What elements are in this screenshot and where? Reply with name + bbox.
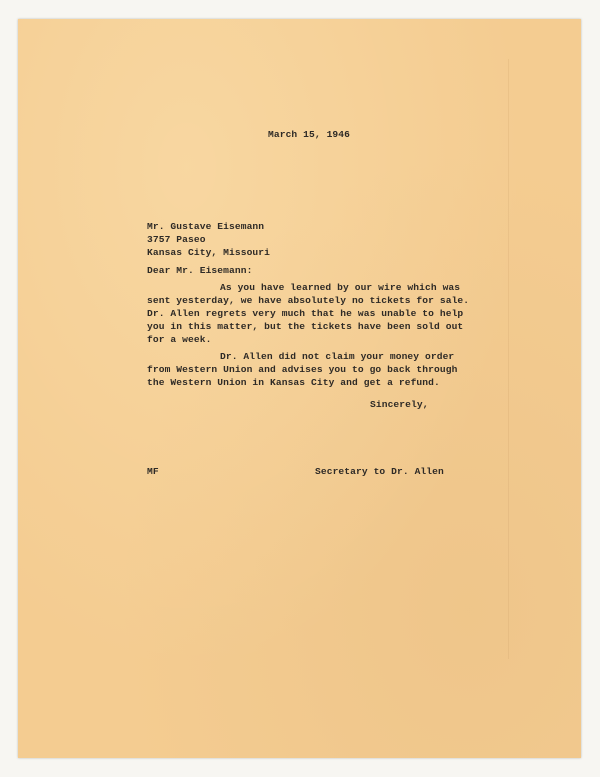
address-line-street: 3757 Paseo [147,234,206,245]
paragraph-2-line-3: the Western Union in Kansas City and get a refund. [147,377,440,388]
paragraph-2-line-1: Dr. Allen did not claim your money order [220,351,455,362]
paragraph-1-line-5: for a week. [147,334,212,345]
paper-crease [508,59,509,659]
signature-title: Secretary to Dr. Allen [315,466,444,477]
paragraph-1-line-1: As you have learned by our wire which was [220,282,461,293]
paragraph-1-line-4: you in this matter, but the tickets have been sold out [147,321,464,332]
paragraph-1-line-2: sent yesterday, we have absolutely no tickets for sale. [147,295,470,306]
letter-date: March 15, 1946 [268,129,351,140]
typist-initials: MF [147,466,159,477]
salutation: Dear Mr. Eisemann: [147,265,253,276]
address-line-city: Kansas City, Missouri [147,247,271,258]
address-line-name: Mr. Gustave Eisemann [147,221,265,232]
paragraph-2-line-2: from Western Union and advises you to go back through [147,364,458,375]
paragraph-1-line-3: Dr. Allen regrets very much that he was unable to help [147,308,464,319]
closing: Sincerely, [370,399,429,410]
